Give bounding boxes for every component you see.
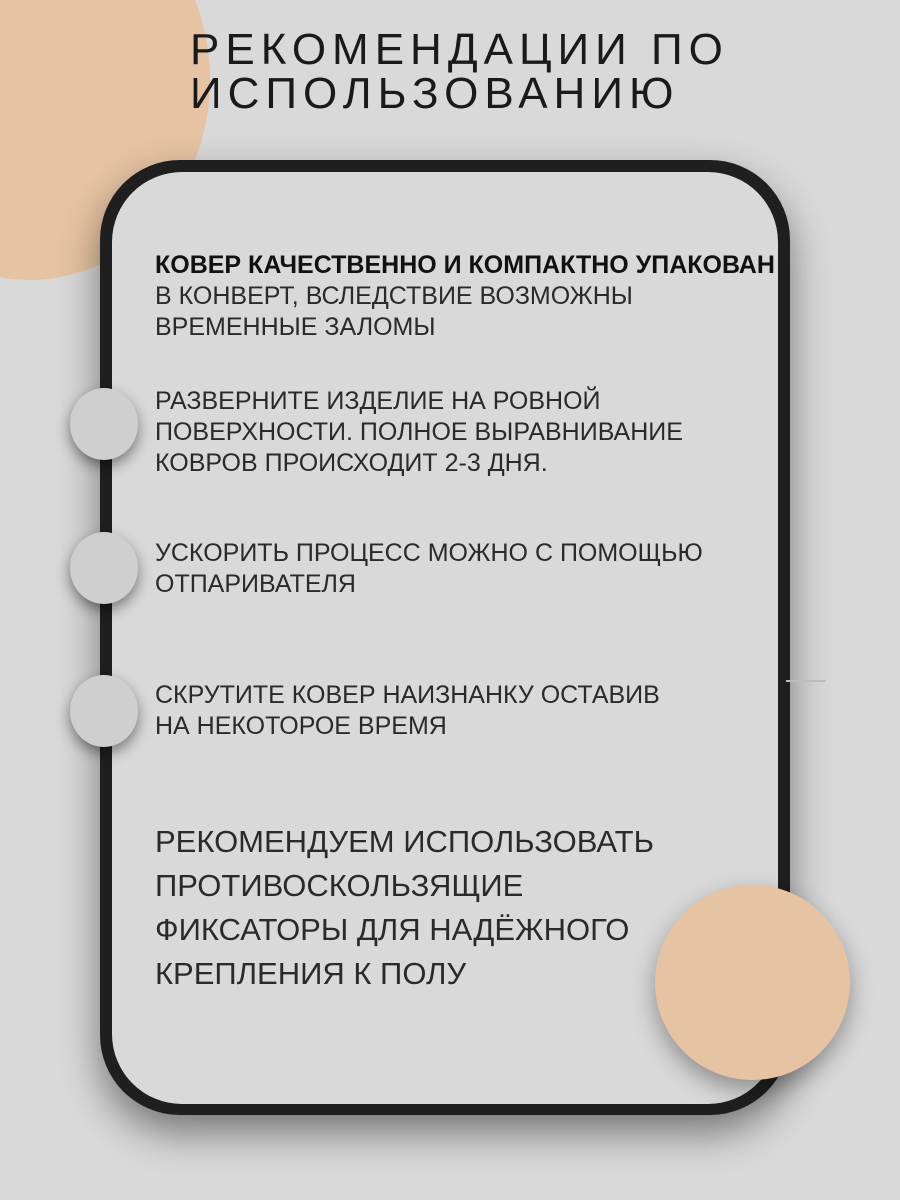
list-item-line: ОТПАРИВАТЕЛЯ — [155, 570, 356, 598]
intro-line-2: В КОНВЕРТ, ВСЛЕДСТВИЕ ВОЗМОЖНЫ — [155, 282, 633, 310]
page-title-line-1: РЕКОМЕНДАЦИИ ПО — [190, 25, 729, 74]
bullet-circle-icon — [70, 388, 138, 460]
closing-line-3: ФИКСАТОРЫ ДЛЯ НАДЁЖНОГО — [155, 912, 630, 947]
closing-line-2: ПРОТИВОСКОЛЬЗЯЩИЕ — [155, 868, 524, 903]
list-item-line: РАЗВЕРНИТЕ ИЗДЕЛИЕ НА РОВНОЙ — [155, 387, 601, 415]
bullet-circle-icon — [70, 675, 138, 747]
list-item-line: СКРУТИТЕ КОВЕР НАИЗНАНКУ ОСТАВИВ — [155, 681, 660, 709]
closing-line-4: КРЕПЛЕНИЯ К ПОЛУ — [155, 956, 467, 991]
list-item-line: НА НЕКОТОРОЕ ВРЕМЯ — [155, 712, 447, 740]
list-item-line: УСКОРИТЬ ПРОЦЕСС МОЖНО С ПОМОЩЬЮ — [155, 539, 703, 567]
intro-text — [155, 250, 775, 343]
bullet-circle-icon — [70, 532, 138, 604]
page-title-line-2: ИСПОЛЬЗОВАНИЮ — [190, 69, 680, 118]
list-item — [155, 386, 775, 479]
list-item — [155, 680, 775, 742]
list-item-line: ПОВЕРХНОСТИ. ПОЛНОЕ ВЫРАВНИВАНИЕ — [155, 418, 683, 446]
list-item-line: КОВРОВ ПРОИСХОДИТ 2-3 ДНЯ. — [155, 449, 548, 477]
closing-line-1: РЕКОМЕНДУЕМ ИСПОЛЬЗОВАТЬ — [155, 824, 654, 859]
intro-line-3: ВРЕМЕННЫЕ ЗАЛОМЫ — [155, 313, 436, 341]
closing-recommendation — [155, 820, 695, 996]
list-item — [155, 538, 775, 600]
intro-bold-line: КОВЕР КАЧЕСТВЕННО И КОМПАКТНО УПАКОВАН — [155, 251, 775, 279]
edge-divider — [786, 680, 826, 682]
page-title — [190, 25, 750, 118]
